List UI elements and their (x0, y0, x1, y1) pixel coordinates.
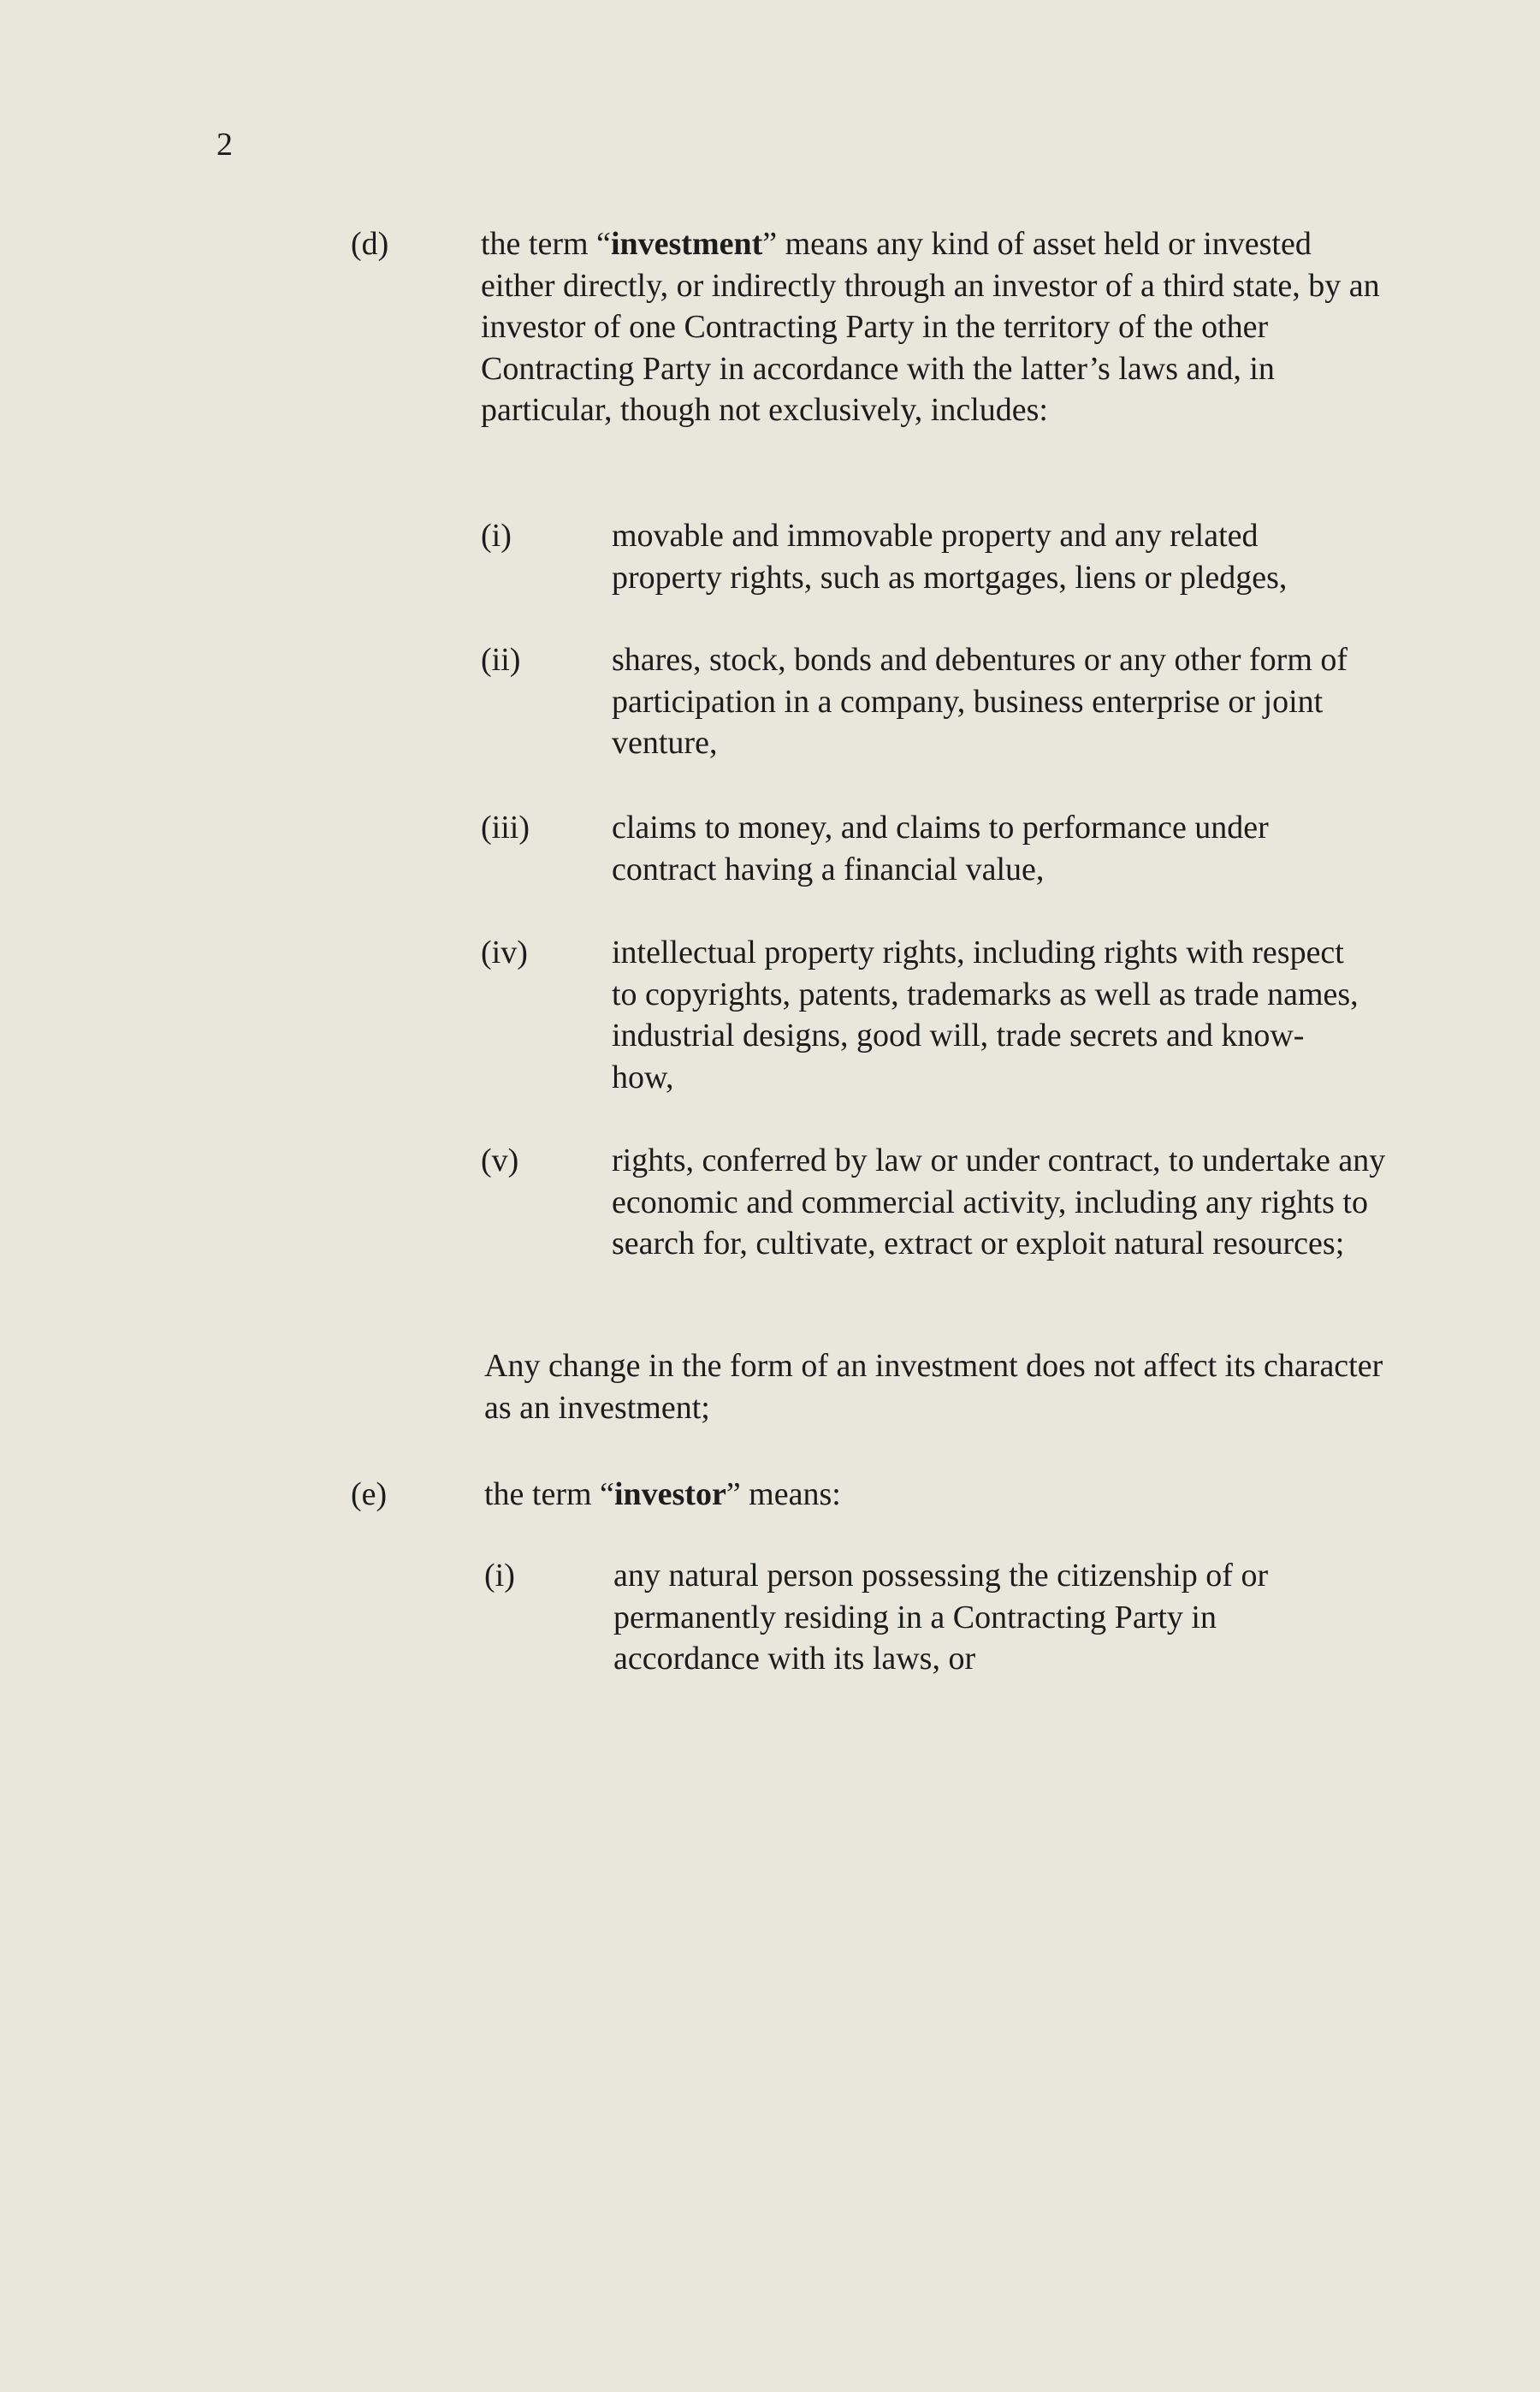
item-d-v-label: (v) (481, 1143, 519, 1178)
item-d-iv-label: (iv) (481, 935, 528, 970)
clause-d-definition: the term “investment” means any kind of asset held or invested either directly, or indirectly through an investor of a third state, by an investor of one Contracting Party in the territory of the other Contracting Party in accordance with the latter’s laws and, in particular, though not exclusively, includes: (481, 226, 1380, 428)
item-d-iv-text: intellectual property rights, including rights with respect to copyrights, patents, trademarks as well as trade names, industrial designs, good will, trade secrets and know-how, (612, 935, 1359, 1095)
item-e-i-text: any natural person possessing the citizenship of or permanently residing in a Contracting Party in accordance with its laws, or (613, 1558, 1269, 1677)
page-number: 2 (216, 127, 233, 163)
item-d-iii-label: (iii) (481, 810, 530, 846)
item-e-i-label: (i) (484, 1558, 515, 1594)
item-d-iii-text: claims to money, and claims to performance under contract having a financial value, (612, 810, 1269, 887)
clause-e-definition: the term “investor” means: (484, 1476, 841, 1512)
term-investor: investor (613, 1476, 726, 1512)
item-d-ii-text: shares, stock, bonds and debentures or any other form of participation in a company, business enterprise or joint venture, (612, 642, 1348, 761)
clause-d-closing: Any change in the form of an investment does not affect its character as an investment; (484, 1348, 1383, 1426)
item-d-i-text: movable and immovable property and any related property rights, such as mortgages, liens or pledges, (612, 518, 1288, 596)
item-d-i-label: (i) (481, 518, 512, 554)
item-d-v-text: rights, conferred by law or under contract, to undertake any economic and commercial activity, including any rights to search for, cultivate, extract or exploit natural resources; (612, 1143, 1386, 1261)
term-investment: investment (610, 226, 763, 262)
clause-d-label: (d) (351, 226, 389, 262)
item-d-ii-label: (ii) (481, 642, 521, 678)
clause-e-label: (e) (351, 1476, 388, 1512)
